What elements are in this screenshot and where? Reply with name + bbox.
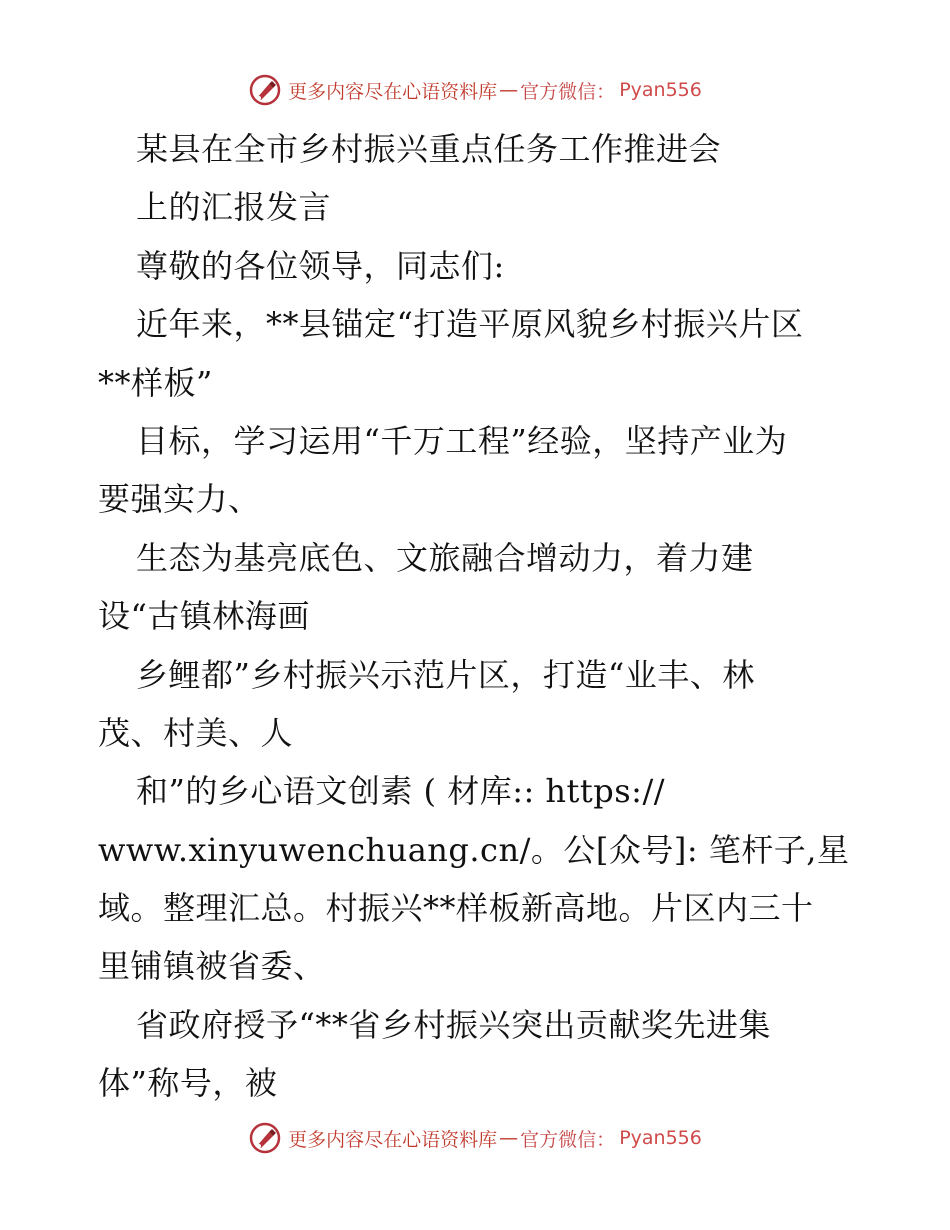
doc-paragraph-line: 体”称号，被 [98,1064,278,1103]
doc-paragraph-line: 省政府授予“**省乡村振兴突出贡献奖先进集 [136,1005,771,1044]
pen-logo-icon [248,1121,282,1155]
doc-paragraph-line: **样板” [98,363,213,402]
header-watermark [0,70,950,110]
doc-salutation: 尊敬的各位领导，同志们: [136,246,505,285]
banner-main-text: 更多内容尽在心语资料库 [288,80,498,103]
doc-paragraph-line: 茂、村美、人 [98,713,294,752]
document-body [98,120,858,1113]
banner-wechat-label: 官方微信： [520,1128,616,1151]
doc-paragraph-line: www.xinyuwenchuang.cn/。公[众号]: 笔杆子,星 [98,830,850,869]
banner-separator: — [499,1127,519,1149]
doc-paragraph-line: 设“古镇林海画 [98,597,310,636]
banner-wechat-id: Pyan556 [619,1127,702,1149]
doc-paragraph-line: 要强实力、 [98,480,261,519]
doc-paragraph-line: 域。整理汇总。村振兴**样板新高地。片区内三十 [98,889,814,928]
doc-paragraph-line: 目标，学习运用“千万工程”经验，坚持产业为 [136,421,788,460]
footer-watermark [0,1118,950,1158]
doc-paragraph-line: 和”的乡心语文创素 ( 材库:: https:// [136,772,666,811]
banner-wechat-label: 官方微信： [520,80,616,103]
pen-logo-icon [248,73,282,107]
doc-paragraph-line: 乡鲤都”乡村振兴示范片区，打造“业丰、林 [136,655,755,694]
doc-title-line-1: 某县在全市乡村振兴重点任务工作推进会 [136,130,722,168]
doc-paragraph-line: 生态为基亮底色、文旅融合增动力，着力建 [136,538,754,577]
doc-paragraph-line: 里铺镇被省委、 [98,947,326,986]
doc-paragraph-line: 近年来，**县锚定“打造平原风貌乡村振兴片区 [136,305,804,344]
banner-separator: — [499,79,519,101]
banner-main-text: 更多内容尽在心语资料库 [288,1128,498,1151]
banner-wechat-id: Pyan556 [619,79,702,101]
doc-title-line-2: 上的汇报发言 [136,188,332,227]
